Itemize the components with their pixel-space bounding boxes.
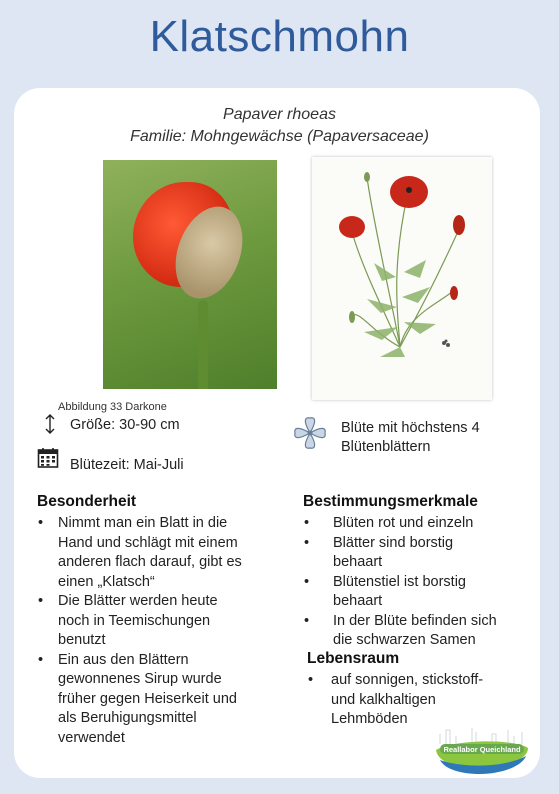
plant-size: Größe: 30-90 cm [70,417,180,433]
four-petal-flower-icon [292,416,328,450]
list-item: • Blütenstiel ist borstig behaart [303,573,543,612]
family-name: Familie: Mohngewächse (Papaversaceae) [130,128,429,145]
petal-info-line-2: Blütenblättern [341,439,431,455]
list-item: • auf sonnigen, stickstoff- und kalkhaltigen Lehmböden [307,671,527,730]
petal-info-line-1: Blüte mit höchstens 4 [341,420,480,436]
features-list [303,514,543,651]
height-arrow-icon [44,414,56,434]
list-item: • Ein aus den Blättern gewonnenes Sirup wurde früher gegen Heiserkeit und als Beruhigungsmittel verwendet [37,651,287,749]
habitat-list [307,671,527,730]
figure-caption: Abbildung 33 Darkone [58,401,167,413]
poppy-photo [103,160,277,389]
list-item: • Die Blätter werden heute noch in Teemischungen benutzt [37,592,287,651]
special-list [37,514,287,748]
page-title: Klatschmohn [149,12,410,61]
habitat-heading: Lebensraum [307,650,400,667]
reallabor-logo [432,722,532,776]
special-heading: Besonderheit [37,493,137,510]
list-item: • In der Blüte befinden sich die schwarzen Samen [303,612,543,651]
botanical-illustration [312,157,492,400]
list-item: • Nimmt man ein Blatt in die Hand und schlägt mit einem anderen flach darauf, gibt es einen „Klatsch“ [37,514,287,592]
species-name: Papaver rhoeas [223,106,336,123]
flowering-time: Blütezeit: Mai-Juli [70,457,184,473]
list-item: • Blüten rot und einzeln [303,514,543,534]
list-item: • Blätter sind borstig behaart [303,534,543,573]
logo-text: Reallabor Queichland [443,745,521,754]
calendar-icon [37,447,59,469]
features-heading: Bestimmungsmerkmale [303,493,478,510]
